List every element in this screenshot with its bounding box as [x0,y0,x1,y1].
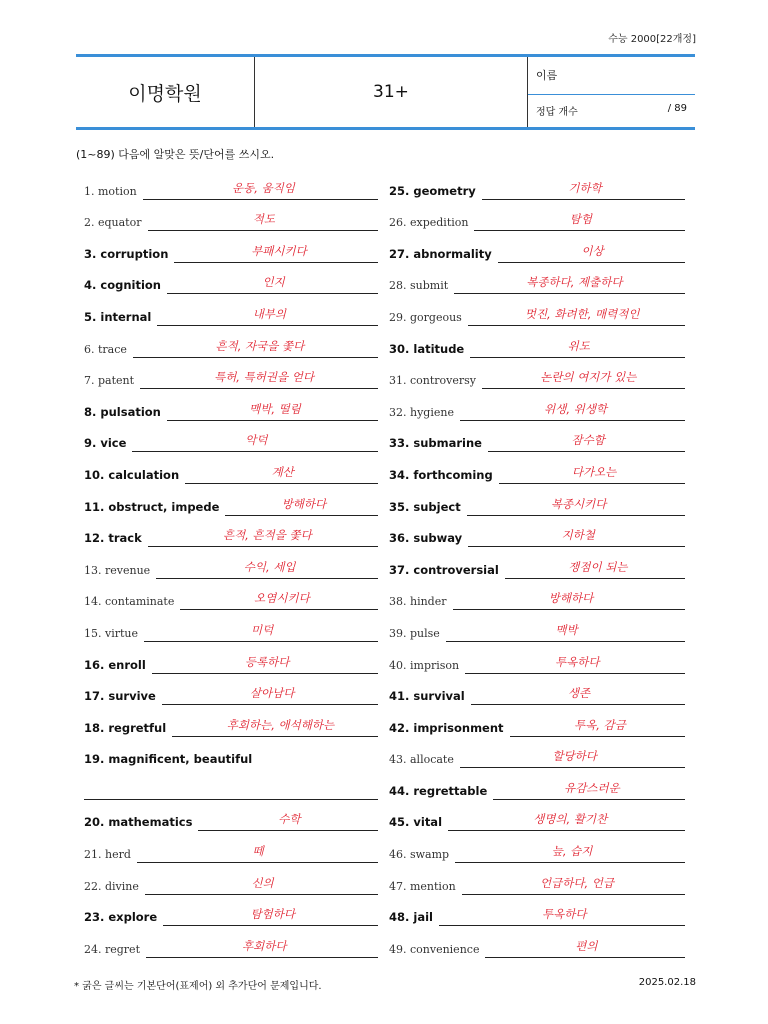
vocab-row [389,231,685,263]
handwritten-answer: 위도 [567,338,590,353]
vocab-label: 21. herd [84,848,131,862]
vocab-row [84,484,378,516]
name-field[interactable] [528,57,695,95]
handwritten-answer: 복종하다, 제출하다 [526,275,623,290]
vocab-label: 2. equator [84,216,142,230]
vocab-label: 40. imprison [389,658,460,672]
handwritten-answer: 위생, 위생학 [544,401,608,416]
vocab-row [84,547,378,579]
vocab-row [84,642,378,674]
vocab-row [389,168,685,200]
answer-line[interactable] [180,589,378,610]
vocab-row [84,579,378,611]
vocab-label: 9. vice [84,436,127,451]
vocab-label: 14. contaminate [84,595,175,609]
answer-line[interactable] [468,526,685,547]
vocab-row [84,831,378,863]
handwritten-answer: 다가오는 [571,464,617,479]
handwritten-answer: 잠수함 [571,433,605,448]
vocab-label: 8. pulsation [84,404,161,419]
vocab-row [389,263,685,295]
handwritten-answer: 이상 [581,243,604,258]
vocab-row [84,200,378,232]
vocab-row [84,768,378,800]
vocab-label: 35. subject [389,499,461,514]
vocab-row [84,421,378,453]
vocab-label: 15. virtue [84,626,138,640]
handwritten-answer: 특허, 특허권을 얻다 [214,370,314,385]
vocab-label: 5. internal [84,309,152,324]
handwritten-answer: 적도 [252,212,275,227]
handwritten-answer: 유감스러운 [564,780,620,795]
answer-line[interactable] [471,684,685,705]
vocab-row [389,926,685,958]
answer-line[interactable] [474,210,685,231]
name-label: 이름 [536,69,558,82]
vocab-row [389,800,685,832]
vocab-row [389,579,685,611]
footnote: * 굵은 글씨는 기본단어(표제어) 외 추가단어 문제입니다. [74,981,322,992]
answer-line[interactable] [198,810,378,831]
vocab-row [389,200,685,232]
answer-line[interactable] [485,937,685,958]
handwritten-answer: 쟁점이 되는 [568,559,628,574]
handwritten-answer: 운동, 움직임 [232,180,295,195]
vocab-label: 16. enroll [84,657,146,672]
vocab-row [84,389,378,421]
vocab-row [84,674,378,706]
vocab-label: 1. motion [84,184,137,198]
handwritten-answer: 수학 [278,812,301,827]
answer-line[interactable] [493,779,685,800]
vocab-label: 28. submit [389,279,449,293]
left-column [84,168,378,958]
vocab-label: 6. trace [84,342,127,356]
handwritten-answer: 할당하다 [552,749,597,764]
answer-line[interactable] [133,337,378,358]
handwritten-answer: 흔적, 자국을 쫓다 [215,338,305,353]
vocab-label: 3. corruption [84,246,169,261]
exam-label: 수능 2000[22개정] [608,34,696,45]
vocab-row [84,737,378,769]
answer-line[interactable] [465,653,685,674]
handwritten-answer: 방해하다 [281,496,327,511]
vocab-row [389,326,685,358]
handwritten-answer: 등록하다 [244,654,290,669]
vocab-row [389,705,685,737]
answer-line[interactable] [148,210,379,231]
vocab-label: 39. pulse [389,626,440,640]
vocab-label: 48. jail [389,910,433,925]
vocab-row [389,831,685,863]
vocab-row [389,358,685,390]
vocab-row [389,389,685,421]
handwritten-answer: 방해하다 [548,591,594,606]
score-total: / 89 [667,103,687,114]
vocab-label: 27. abnormality [389,246,492,261]
score-label: 정답 개수 [536,107,578,118]
test-title: 31+ [255,57,528,127]
vocab-row [389,737,685,769]
date: 2025.02.18 [638,977,696,988]
vocab-label: 26. expedition [389,216,469,230]
vocab-row [389,484,685,516]
handwritten-answer: 탐험하다 [250,907,296,922]
vocab-label: 22. divine [84,879,139,893]
answer-line[interactable] [468,305,685,326]
vocab-label: 41. survival [389,689,465,704]
score-field[interactable] [528,95,695,127]
vocab-label: 11. obstruct, impede [84,499,220,514]
answer-line[interactable] [162,684,378,705]
vocab-row [84,168,378,200]
answer-line[interactable] [498,242,685,263]
answer-line[interactable] [148,526,378,547]
vocab-label: 44. regrettable [389,783,488,798]
vocab-row [84,358,378,390]
answer-line[interactable] [156,558,378,579]
handwritten-answer: 멋진, 화려한, 매력적인 [524,306,640,321]
vocab-row [389,294,685,326]
handwritten-answer: 후회하다 [242,938,287,953]
answer-line[interactable] [460,747,685,768]
vocab-label: 12. track [84,531,142,546]
answer-line[interactable] [439,905,685,926]
vocab-label: 47. mention [389,879,456,893]
handwritten-answer: 살아남다 [249,686,295,701]
handwritten-answer: 수익, 세입 [243,559,296,574]
vocab-label: 7. patent [84,374,135,388]
vocab-label: 33. submarine [389,436,482,451]
handwritten-answer: 부패시키다 [251,243,307,258]
answer-line[interactable] [163,905,378,926]
vocab-label: 32. hygiene [389,405,454,419]
handwritten-answer: 악덕 [245,433,268,448]
answer-line[interactable] [453,589,686,610]
answer-line[interactable] [143,179,378,200]
answer-line[interactable] [448,810,685,831]
handwritten-answer: 논란의 여지가 있는 [540,370,637,385]
handwritten-answer: 투옥하다 [555,654,600,669]
answer-line[interactable] [225,495,378,516]
answer-line[interactable] [482,179,685,200]
vocab-row [84,263,378,295]
handwritten-answer: 기하학 [568,180,602,195]
handwritten-answer: 미덕 [251,622,274,637]
vocab-label: 46. swamp [389,848,450,862]
answer-line[interactable] [505,558,685,579]
vocab-row [84,294,378,326]
handwritten-answer: 늪, 습지 [551,844,593,859]
vocab-row [389,610,685,642]
handwritten-answer: 생존 [567,686,591,701]
vocab-row [389,674,685,706]
handwritten-answer: 내부의 [252,306,287,321]
vocab-row [84,610,378,642]
answer-line[interactable] [152,653,378,674]
handwritten-answer: 떼 [252,844,264,859]
vocab-row [84,800,378,832]
vocab-row [84,516,378,548]
answer-line[interactable] [140,368,378,389]
vocab-label: 49. convenience [389,942,480,956]
student-info [528,57,695,127]
answer-line[interactable] [84,779,378,800]
answer-line[interactable] [144,621,378,642]
handwritten-answer: 맥박 [555,622,578,637]
vocab-label: 25. geometry [389,183,476,198]
vocab-row [389,516,685,548]
answer-line[interactable] [488,431,685,452]
vocab-label: 36. subway [389,531,463,546]
answer-line[interactable] [174,242,378,263]
vocab-row [84,926,378,958]
answer-line[interactable] [137,842,378,863]
vocab-row [84,326,378,358]
vocab-label: 42. imprisonment [389,720,504,735]
answer-line[interactable] [467,495,685,516]
vocab-row [389,421,685,453]
answer-line[interactable] [185,463,378,484]
answer-line[interactable] [455,842,685,863]
handwritten-answer: 생명의, 활기찬 [533,812,608,827]
vocab-label: 19. magnificent, beautiful [84,752,253,767]
vocab-row [389,895,685,927]
handwritten-answer: 오염시키다 [254,591,310,606]
vocab-label: 30. latitude [389,341,465,356]
vocab-label: 24. regret [84,942,140,956]
vocab-row [84,705,378,737]
vocab-label: 17. survive [84,689,156,704]
handwritten-answer: 맥박, 떨림 [249,401,301,416]
handwritten-answer: 탐험 [569,212,592,227]
answer-line[interactable] [470,337,685,358]
vocab-row [389,547,685,579]
answer-line[interactable] [462,874,685,895]
vocab-label: 34. forthcoming [389,467,493,482]
answer-line[interactable] [167,400,378,421]
answer-line[interactable] [145,874,378,895]
answer-line[interactable] [157,305,378,326]
vocab-label: 45. vital [389,815,443,830]
answer-line[interactable] [146,937,378,958]
vocab-label: 4. cognition [84,278,161,293]
vocab-label: 31. controversy [389,374,477,388]
answer-line[interactable] [510,716,685,737]
answer-line[interactable] [167,273,378,294]
answer-line[interactable] [460,400,685,421]
vocab-label: 20. mathematics [84,815,193,830]
vocab-label: 13. revenue [84,563,151,577]
vocab-row [84,452,378,484]
answer-line[interactable] [446,621,685,642]
vocab-label: 23. explore [84,910,158,925]
answer-line[interactable] [172,716,378,737]
vocab-label: 18. regretful [84,720,167,735]
vocab-label: 29. gorgeous [389,310,462,324]
answer-line[interactable] [499,463,685,484]
vocab-row [389,642,685,674]
instruction: (1~89) 다음에 알맞은 뜻/단어를 쓰시오. [76,148,275,161]
vocab-label: 43. allocate [389,753,454,767]
vocab-row [389,863,685,895]
handwritten-answer: 언급하다, 언급 [540,875,615,890]
vocab-row [84,863,378,895]
handwritten-answer: 투옥, 감금 [573,717,626,732]
handwritten-answer: 흔적, 흔적을 쫓다 [222,528,312,543]
header-box [76,54,695,130]
vocab-row [84,231,378,263]
handwritten-answer: 투옥하다 [541,907,587,922]
answer-line[interactable] [482,368,685,389]
academy-name: 이명학원 [76,57,255,127]
vocab-label: 38. hinder [389,595,447,609]
handwritten-answer: 계산 [271,464,294,479]
vocab-row [84,895,378,927]
handwritten-answer: 후회하는, 애석해하는 [226,717,335,732]
handwritten-answer: 신의 [251,875,274,890]
vocab-row [389,768,685,800]
handwritten-answer: 편의 [575,938,598,953]
right-column [389,168,685,958]
vocab-row [389,452,685,484]
vocab-label: 37. controversial [389,562,499,577]
vocab-label: 10. calculation [84,467,180,482]
handwritten-answer: 복종시키다 [550,496,607,511]
answer-line[interactable] [132,431,378,452]
handwritten-answer: 지하철 [561,528,595,543]
handwritten-answer: 인지 [262,275,285,290]
answer-line[interactable] [454,273,685,294]
